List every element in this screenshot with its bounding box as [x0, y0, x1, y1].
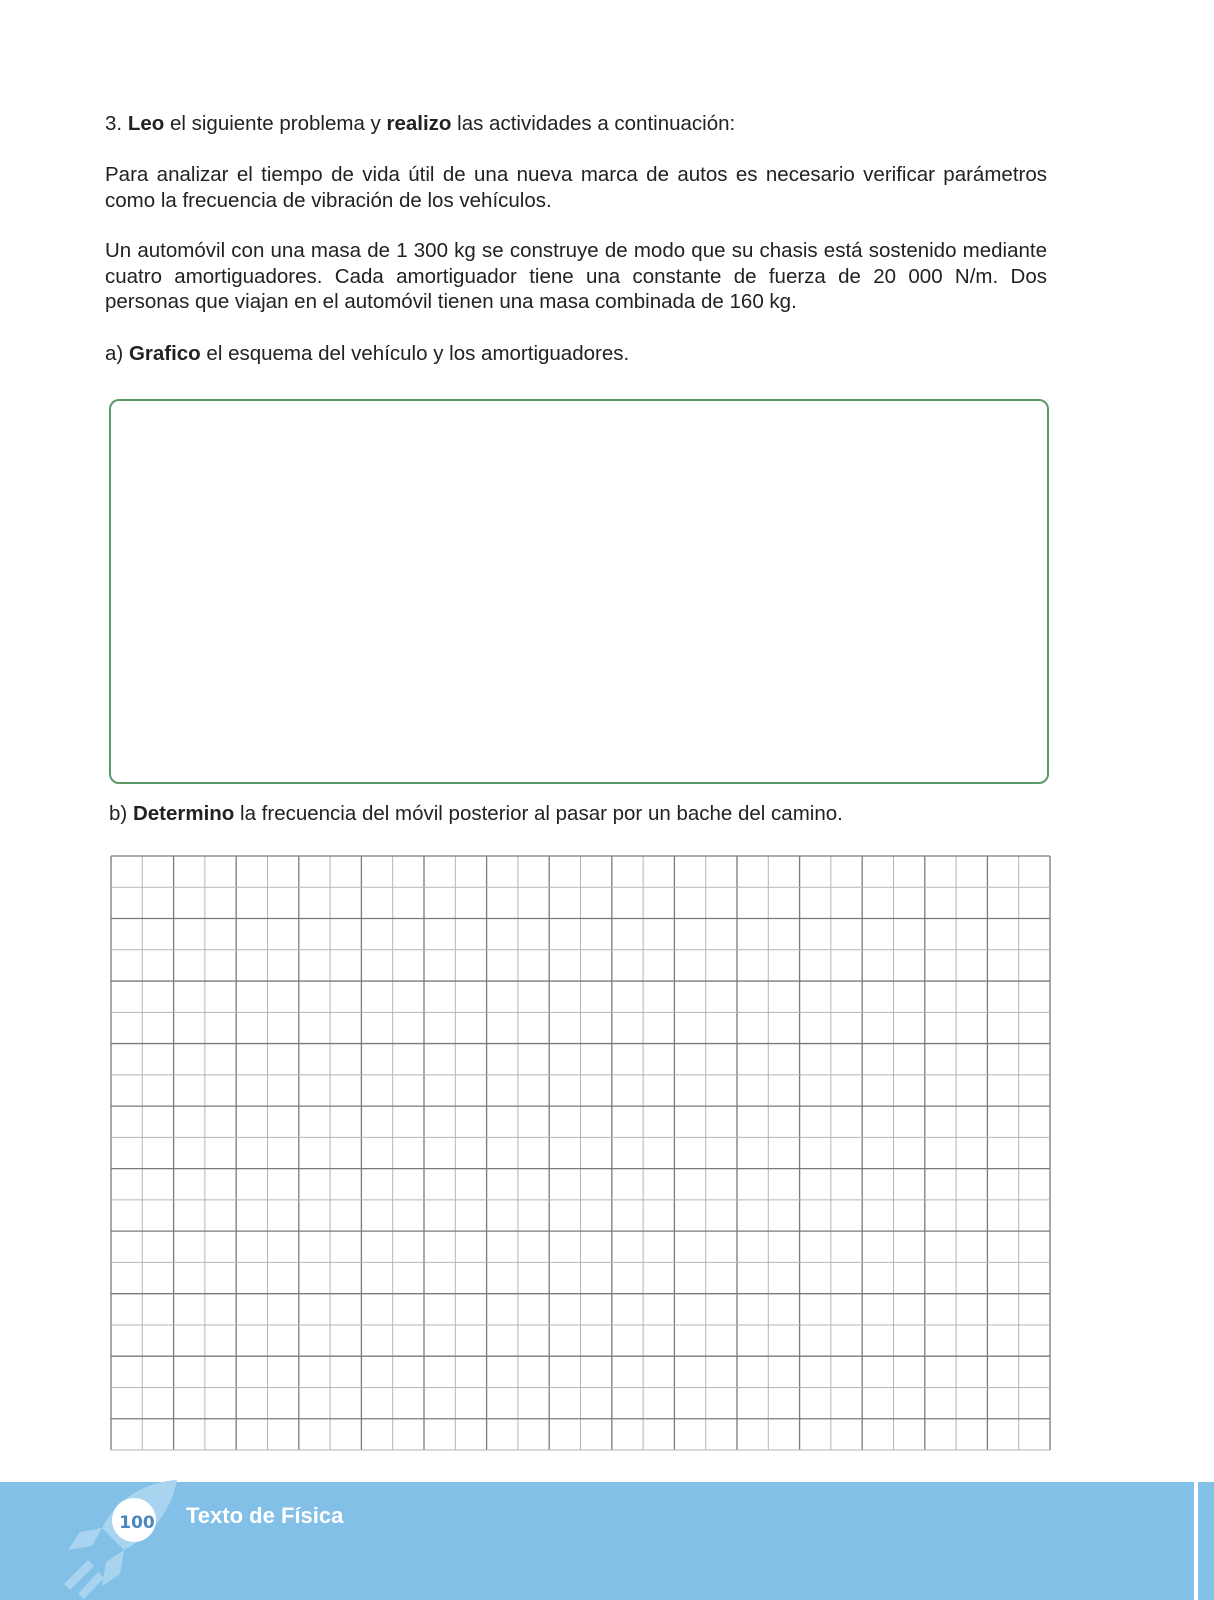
exercise-instruction	[105, 111, 1047, 137]
part-a-text: el esquema del vehículo y los amortiguadores.	[206, 342, 630, 365]
exercise-text-rest: las actividades a continuación:	[457, 112, 736, 135]
book-title: Texto de Física	[186, 1503, 344, 1528]
footer-side-strip	[1198, 1482, 1214, 1600]
drawing-answer-box[interactable]	[109, 399, 1049, 784]
exercise-number: 3.	[105, 112, 123, 135]
part-a-prompt	[105, 341, 1047, 367]
part-b-verb: Determino	[132, 802, 235, 825]
exercise-text-mid: el siguiente problema y	[169, 112, 381, 135]
rocket-icon	[52, 1478, 182, 1600]
calculation-grid[interactable]	[110, 855, 1051, 1451]
exercise-verb-do: realizo	[386, 112, 452, 135]
problem-paragraph: Un automóvil con una masa de 1 300 kg se construye de modo que su chasis está sostenido mediante cuatro amortiguadores. Cada amortiguador tiene una constante de fuerza de 20 000 N/m. Dos personas que viajan en el automóvil tienen una masa combinada de 160 kg.	[105, 239, 1047, 313]
page-number: 100	[119, 1513, 155, 1533]
context-paragraph: Para analizar el tiempo de vida útil de una nueva marca de autos es necesario verificar parámetros como la frecuencia de vibración de los vehículos.	[105, 163, 1047, 212]
part-b-prompt	[109, 801, 1051, 827]
part-b-label: b)	[109, 802, 128, 825]
part-b-text: la frecuencia del móvil posterior al pasar por un bache del camino.	[240, 802, 843, 825]
exercise-verb-read: Leo	[127, 112, 165, 135]
part-a-label: a)	[105, 342, 124, 365]
part-a-verb: Grafico	[128, 342, 201, 365]
grid-lines	[110, 855, 1051, 1451]
